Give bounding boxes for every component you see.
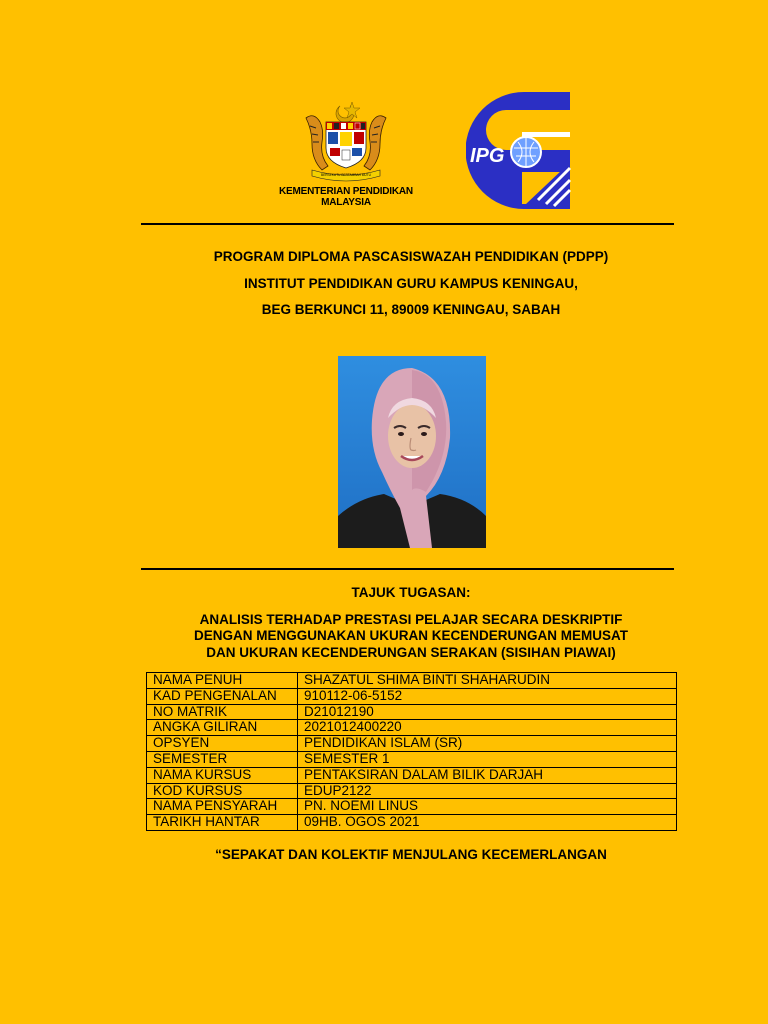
assignment-title-line-1: ANALISIS TERHADAP PRESTASI PELAJAR SECARA DESKRIPTIF — [199, 612, 623, 627]
info-value: PENTAKSIRAN DALAM BILIK DARJAH — [298, 767, 677, 783]
info-key: ANGKA GILIRAN — [147, 720, 298, 736]
institute-address: BEG BERKUNCI 11, 89009 KENINGAU, SABAH — [261, 302, 561, 317]
info-key: NAMA KURSUS — [147, 767, 298, 783]
student-info-table — [146, 672, 677, 831]
ipg-logo-text: IPG — [470, 145, 505, 167]
institute-name: INSTITUT PENDIDIKAN GURU KAMPUS KENINGAU, — [244, 276, 578, 291]
table-row — [147, 783, 677, 799]
table-row — [147, 688, 677, 704]
info-key: NAMA PENUH — [147, 673, 298, 689]
table-row — [147, 673, 677, 689]
info-key: KAD PENGENALAN — [147, 688, 298, 704]
crest-motto-text: BERSEKUTU BERTAMBAH MUTU — [320, 173, 372, 177]
institute-motto: “SEPAKAT DAN KOLEKTIF MENJULANG KECEMERLANGAN — [215, 847, 607, 862]
info-value: PENDIDIKAN ISLAM (SR) — [298, 736, 677, 752]
table-row — [147, 720, 677, 736]
top-divider — [141, 223, 674, 225]
table-row — [147, 736, 677, 752]
info-key: NO MATRIK — [147, 704, 298, 720]
info-value: EDUP2122 — [298, 783, 677, 799]
info-key: TARIKH HANTAR — [147, 815, 298, 831]
assignment-title-line-3: DAN UKURAN KECENDERUNGAN SERAKAN (SISIHAN PIAWAI) — [206, 645, 616, 660]
info-key: OPSYEN — [147, 736, 298, 752]
middle-divider — [141, 568, 674, 570]
table-row — [147, 751, 677, 767]
ipg-logo — [466, 92, 572, 209]
info-value: 2021012400220 — [298, 720, 677, 736]
info-value: SEMESTER 1 — [298, 751, 677, 767]
info-value: PN. NOEMI LINUS — [298, 799, 677, 815]
info-key: NAMA PENSYARAH — [147, 799, 298, 815]
student-photo — [338, 356, 486, 548]
table-row — [147, 799, 677, 815]
assignment-title-line-2: DENGAN MENGGUNAKAN UKURAN KECENDERUNGAN MEMUSAT — [194, 628, 628, 643]
program-title: PROGRAM DIPLOMA PASCASISWAZAH PENDIDIKAN (PDPP) — [213, 249, 609, 264]
info-key: KOD KURSUS — [147, 783, 298, 799]
coat-of-arms-logo — [300, 100, 392, 186]
table-row — [147, 704, 677, 720]
ministry-label: KEMENTERIAN PENDIDIKAN MALAYSIA — [279, 186, 413, 208]
info-value: D21012190 — [298, 704, 677, 720]
info-value: SHAZATUL SHIMA BINTI SHAHARUDIN — [298, 673, 677, 689]
table-row — [147, 815, 677, 831]
info-value: 910112-06-5152 — [298, 688, 677, 704]
table-row — [147, 767, 677, 783]
info-key: SEMESTER — [147, 751, 298, 767]
info-value: 09HB. OGOS 2021 — [298, 815, 677, 831]
assignment-title-label: TAJUK TUGASAN: — [351, 585, 471, 600]
